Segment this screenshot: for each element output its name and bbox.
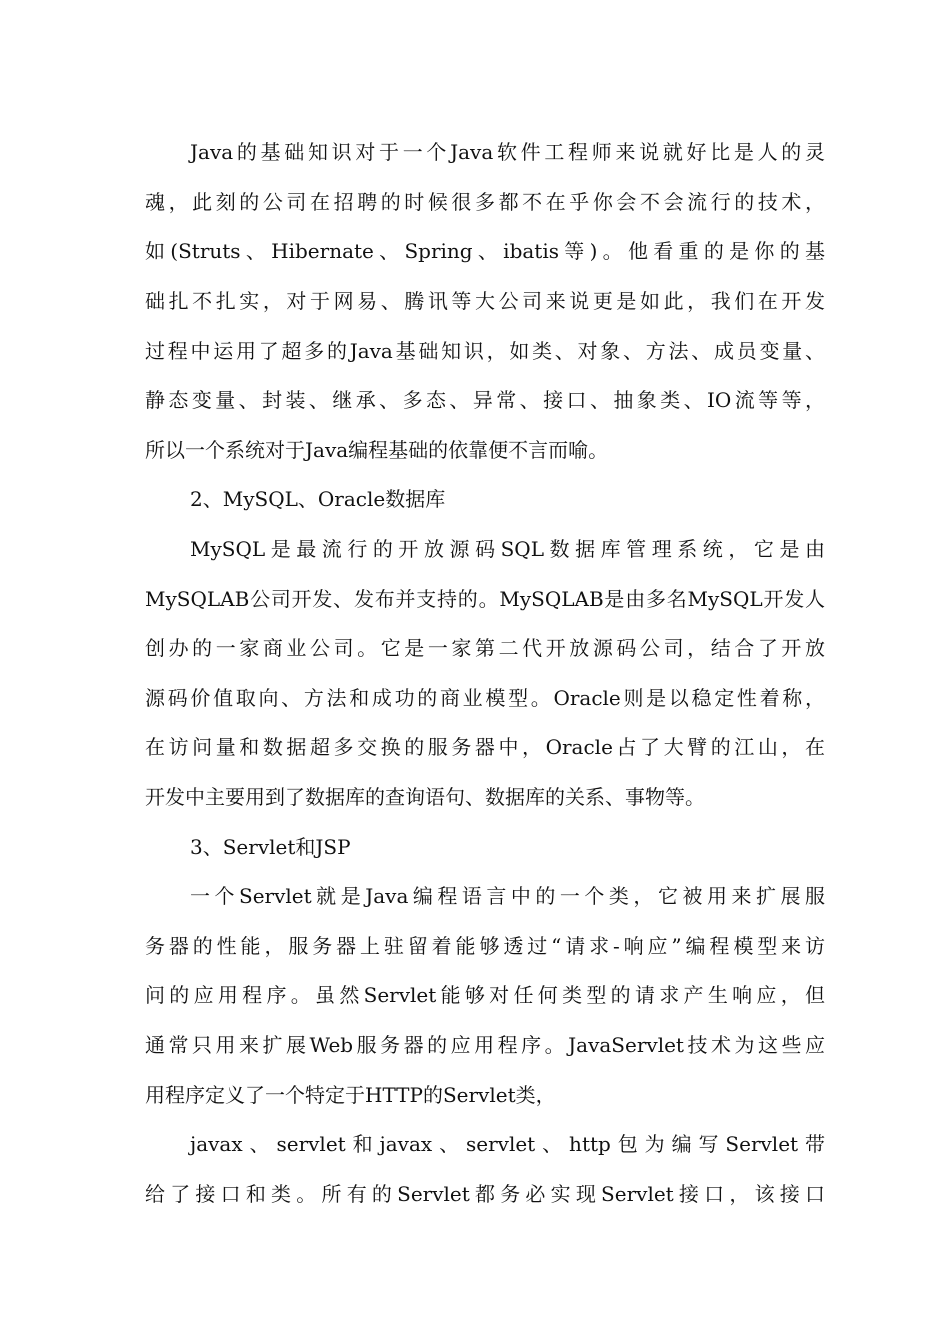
paragraph-line: 给了接口和类。所有的Servlet都务必实现Servlet接口，该接口 [145,1182,825,1206]
paragraph-line: MySQLAB公司开发、发布并支持的。MySQLAB是由多名MySQL开发人 [145,587,825,611]
paragraph-line: 创办的一家商业公司。它是一家第二代开放源码公司，结合了开放 [145,636,825,660]
paragraph-line: 础扎不扎实，对于网易、腾讯等大公司来说更是如此，我们在开发 [145,289,825,313]
section-heading-servlet-jsp: 3、Servlet和JSP [190,835,351,859]
paragraph-line: Java的基础知识对于一个Java软件工程师来说就好比是人的灵 [190,140,825,164]
paragraph-line: 在访问量和数据超多交换的服务器中，Oracle占了大臂的江山，在 [145,735,825,759]
paragraph-line: 一个Servlet就是Java编程语言中的一个类，它被用来扩展服 [190,884,825,908]
paragraph-line: 静态变量、封装、继承、多态、异常、接口、抽象类、IO流等等， [145,388,825,412]
paragraph-line: 开发中主要用到了数据库的查询语句、数据库的关系、事物等。 [145,785,705,809]
paragraph-line: 魂，此刻的公司在招聘的时候很多都不在乎你会不会流行的技术， [145,190,825,214]
paragraph-line: 过程中运用了超多的Java基础知识，如类、对象、方法、成员变量、 [145,339,825,363]
paragraph-line: javax、servlet和javax、servlet、http包为编写Servlet带 [190,1132,825,1156]
paragraph-line: 用程序定义了一个特定于HTTP的Servlet类， [145,1083,556,1107]
paragraph-line: 如(Struts、Hibernate、Spring、ibatis等)。他看重的是你的基 [145,239,825,263]
paragraph-line: MySQL是最流行的开放源码SQL数据库管理系统，它是由 [190,537,825,561]
paragraph-line: 务器的性能，服务器上驻留着能够透过“请求-响应”编程模型来访 [145,934,825,958]
section-heading-mysql-oracle: 2、MySQL、Oracle数据库 [190,487,446,511]
paragraph-line: 问的应用程序。虽然Servlet能够对任何类型的请求产生响应，但 [145,983,825,1007]
paragraph-line: 通常只用来扩展Web服务器的应用程序。JavaServlet技术为这些应 [145,1033,825,1057]
paragraph-line: 源码价值取向、方法和成功的商业模型。Oracle则是以稳定性着称， [145,686,825,710]
paragraph-line: 所以一个系统对于Java编程基础的依靠便不言而喻。 [145,438,609,462]
